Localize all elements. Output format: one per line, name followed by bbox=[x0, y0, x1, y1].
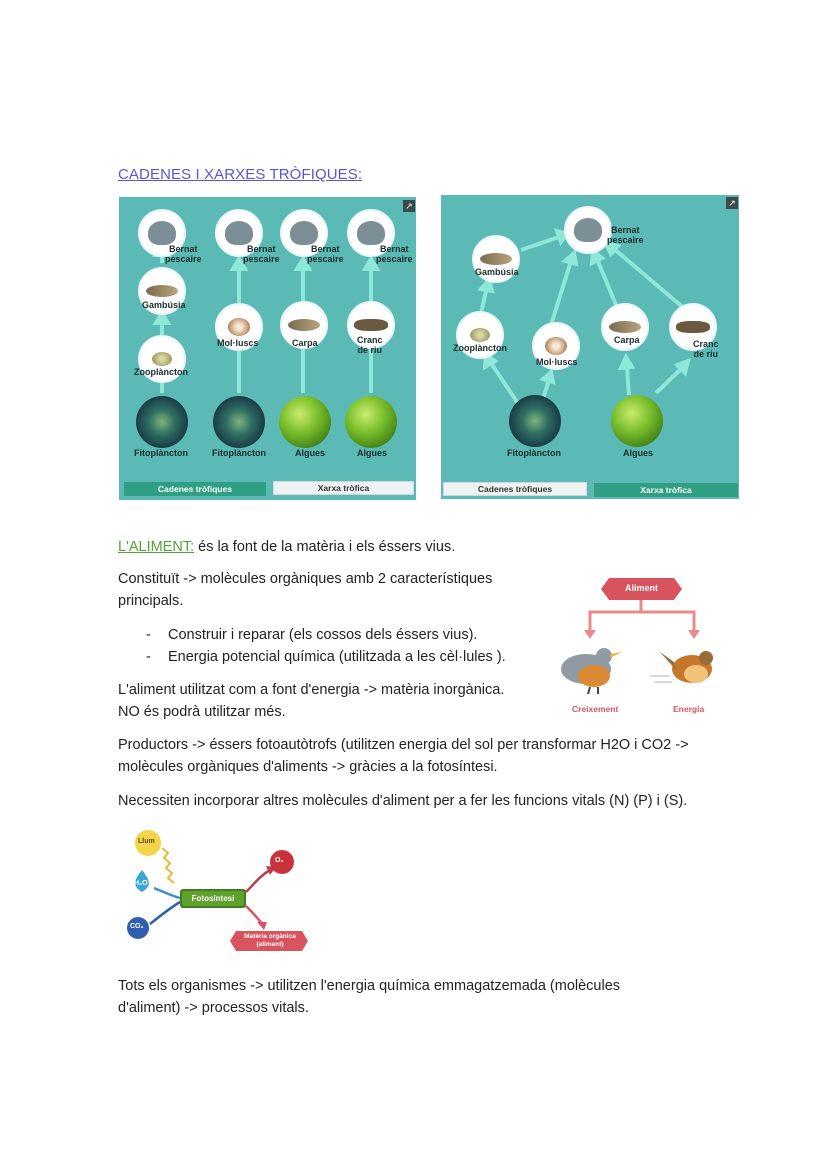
algae-image bbox=[345, 396, 397, 448]
producers-paragraph: Productors -> éssers fotoautòtrofs (utilitzen energia del sol per transformar H2O i CO2 -> molècules orgàniques d'aliments -> gràcies a la fotosíntesi. bbox=[118, 737, 689, 775]
zooplankton-image bbox=[152, 352, 172, 366]
tab-food-chains[interactable]: Cadenes tròfiques bbox=[443, 482, 587, 496]
food-web-image bbox=[441, 195, 739, 499]
list-item bbox=[146, 624, 506, 646]
molluscs-label: Mol·luscs bbox=[217, 338, 259, 348]
heron-image bbox=[574, 218, 602, 242]
aliment-definition-text: és la font de la matèria i els éssers vius. bbox=[194, 539, 456, 555]
aliment-bullet-list bbox=[146, 624, 506, 668]
algae-image bbox=[611, 395, 663, 447]
bullet-marker: - bbox=[146, 627, 151, 643]
energy-line-1: L'aliment utilitzat com a font d'energia -> matèria inorgànica. bbox=[118, 682, 505, 698]
molluscs-image bbox=[545, 337, 567, 355]
molluscs-label: Mol·luscs bbox=[536, 357, 578, 367]
aliment-label[interactable]: L'ALIMENT: bbox=[118, 539, 195, 555]
light-label: Llum bbox=[138, 838, 155, 845]
zooplankton-label: Zooplàncton bbox=[134, 367, 188, 377]
crayfish-label: Cranc de riu bbox=[693, 339, 719, 359]
aliment-diagram-graphics bbox=[548, 572, 728, 720]
photosynthesis-diagram bbox=[124, 826, 314, 956]
heron-image bbox=[290, 221, 318, 245]
algae-label: Algues bbox=[295, 448, 326, 458]
food-chains-image bbox=[119, 197, 416, 500]
carp-label: Carpa bbox=[614, 335, 640, 345]
aliment-diagram bbox=[548, 572, 728, 720]
tab-food-chains[interactable]: Cadenes tròfiques bbox=[124, 482, 266, 496]
molluscs-image bbox=[228, 318, 250, 336]
energy-line-2: NO és podrà utilitzar més. bbox=[118, 704, 286, 720]
gambusia-label: Gambúsia bbox=[142, 300, 186, 310]
aliment-definition bbox=[118, 536, 455, 558]
phytoplankton-image bbox=[509, 395, 561, 447]
organic-label-1: Matèria orgànica bbox=[244, 933, 296, 940]
heron-label: Bernat pescaire bbox=[165, 244, 202, 264]
phytoplankton-image bbox=[136, 396, 188, 448]
water-label: H₂O bbox=[134, 880, 148, 887]
heron-label: Bernat pescaire bbox=[307, 244, 344, 264]
expand-icon[interactable]: ↗ bbox=[403, 200, 415, 212]
heron-label: Bernat pescaire bbox=[376, 244, 413, 264]
constitution-paragraph: Constituït -> molècules orgàniques amb 2 característiques principals. bbox=[118, 571, 493, 609]
phytoplankton-image bbox=[213, 396, 265, 448]
gambusia-label: Gambúsia bbox=[475, 267, 519, 277]
needs-paragraph: Necessiten incorporar altres molècules d'aliment per a fer les funcions vitals (N) (P) i (S). bbox=[118, 793, 688, 809]
algae-image bbox=[279, 396, 331, 448]
carp-label: Carpa bbox=[292, 338, 318, 348]
zooplankton-label: Zooplàncton bbox=[453, 343, 507, 353]
algae-label: Algues bbox=[623, 448, 654, 458]
co2-label: CO₂ bbox=[130, 923, 144, 930]
organic-label-2: (aliment) bbox=[256, 941, 284, 948]
phytoplankton-label: Fitoplàncton bbox=[212, 448, 266, 458]
gambusia-image bbox=[146, 285, 178, 297]
aliment-diagram-right: Energia bbox=[673, 704, 705, 714]
tab-food-web[interactable]: Xarxa tròfica bbox=[594, 483, 738, 497]
heron-label: Bernat pescaire bbox=[243, 244, 280, 264]
gambusia-image bbox=[480, 253, 512, 265]
phytoplankton-label: Fitoplàncton bbox=[507, 448, 561, 458]
bullet-marker: - bbox=[146, 649, 151, 665]
bullet-text: Energia potencial química (utilitzada a les cèl·lules ). bbox=[168, 649, 506, 665]
carp-image bbox=[609, 321, 641, 333]
bullet-text: Construir i reparar (els cossos dels éssers vius). bbox=[168, 627, 478, 643]
crayfish-image bbox=[354, 319, 388, 331]
aliment-diagram-left: Creixement bbox=[572, 704, 619, 714]
aliment-diagram-top: Aliment bbox=[624, 583, 658, 593]
expand-icon[interactable]: ↗ bbox=[726, 197, 738, 209]
phytoplankton-label: Fitoplàncton bbox=[134, 448, 188, 458]
zooplankton-image bbox=[470, 328, 490, 342]
crayfish-image bbox=[676, 321, 710, 333]
heron-node bbox=[564, 206, 612, 254]
process-label: Fotosíntesi bbox=[191, 894, 235, 903]
crayfish-label: Cranc de riu bbox=[357, 335, 383, 355]
carp-image bbox=[288, 319, 320, 331]
list-item bbox=[146, 646, 506, 668]
tab-food-web[interactable]: Xarxa tròfica bbox=[273, 481, 414, 495]
heron-image bbox=[148, 221, 176, 245]
organisms-paragraph: Tots els organismes -> utilitzen l'energia química emmagatzemada (molècules d'aliment) -> processos vitals. bbox=[118, 978, 621, 1016]
algae-label: Algues bbox=[357, 448, 388, 458]
heron-image bbox=[225, 221, 253, 245]
section-title[interactable]: CADENES I XARXES TRÒFIQUES: bbox=[118, 166, 363, 183]
oxygen-label: O₂ bbox=[275, 857, 284, 864]
heron-label: Bernat pescaire bbox=[607, 225, 644, 245]
heron-image bbox=[357, 221, 385, 245]
